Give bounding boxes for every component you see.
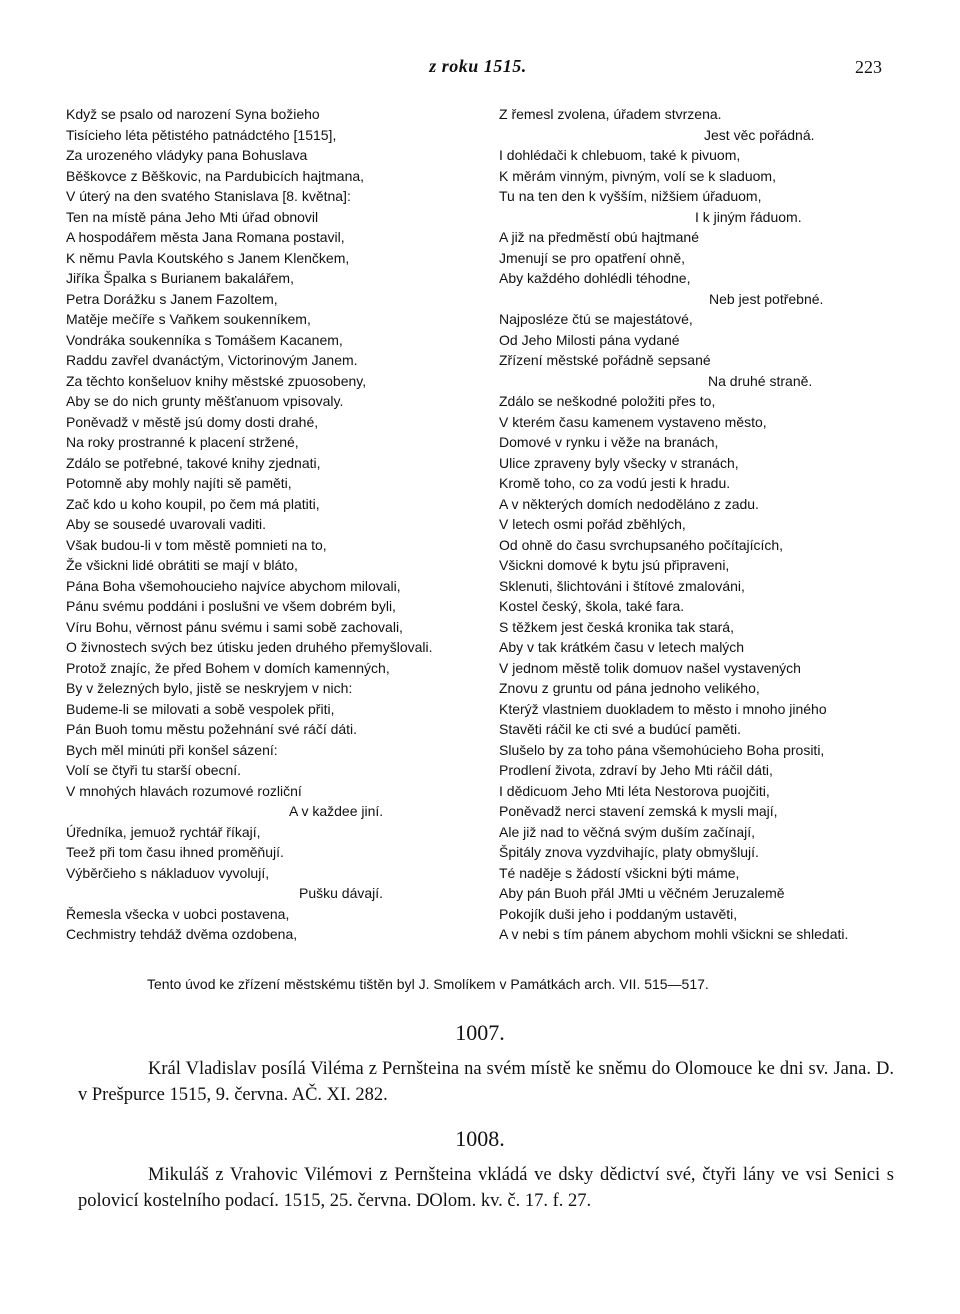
poem-line: Řemesla všecka v uobci postavena, <box>66 905 290 922</box>
poem-line: I k jiným řáduom. <box>695 208 802 225</box>
poem-line: Vondráka soukenníka s Tomášem Kacanem, <box>66 331 343 348</box>
poem-line: I dohlédači k chlebuom, také k pivuom, <box>499 147 741 163</box>
poem-line: Výběrčieho s nákladuov vyvolují, <box>66 864 270 881</box>
poem-line: Pánu svému poddáni i poslušni ve všem dobrém byli, <box>66 598 396 614</box>
poem-line: Za těchto konšeluov knihy městské zpuosobeny, <box>66 372 367 389</box>
poem-line: Na druhé straně. <box>708 372 813 389</box>
poem-line: Pokojík duši jeho i poddaným ustavěti, <box>499 905 738 922</box>
poem-line: Běškovce z Běškovic, na Pardubicích hajtmana, <box>66 167 365 184</box>
poem-line: A hospodářem města Jana Romana postavil, <box>66 229 345 245</box>
poem-line: Zdálo se potřebné, takové knihy zjednati, <box>66 454 321 471</box>
poem-line: Volí se čtyři tu starší obecní. <box>66 762 242 778</box>
poem-line: By v železných bylo, jistě se neskryjem v nich: <box>66 680 353 696</box>
page-number: 223 <box>855 57 882 77</box>
poem-line: Budeme-li se milovati a sobě vespolek přiti, <box>66 700 335 717</box>
poem-line: Potomně aby mohly najíti sě paměti, <box>66 475 292 491</box>
poem-line: Na roky prostranné k placení stržené, <box>66 434 299 450</box>
poem-line: Aby se sousedé uvarovali vaditi. <box>66 516 266 532</box>
poem-line: Od Jeho Milosti pána vydané <box>499 331 680 348</box>
poem-line: S těžkem jest česká kronika tak stará, <box>499 618 734 635</box>
poem-line: Za urozeného vládyky pana Bohuslava <box>66 147 308 163</box>
poem-line: Stavěti ráčil ke cti své a budúcí paměti. <box>499 721 741 737</box>
poem-line: Slušelo by za toho pána všemohúcieho Boha prositi, <box>499 741 825 758</box>
poem-line: Zač kdo u koho koupil, po čem má platiti, <box>66 495 320 512</box>
poem-line: Kterýž vlastniem duokladem to město i mnoho jiného <box>499 700 827 717</box>
entry-number: 1008. <box>455 1126 505 1151</box>
poem-line: Poněvadž nerci stavení zemská k mysli mají, <box>499 803 778 819</box>
poem-line: Úředníka, jemuož rychtář říkají, <box>66 823 261 840</box>
poem-line: O živnostech svých bez útisku jeden druhého přemyšlovali. <box>66 639 433 655</box>
poem-line: Všickni domové k bytu jsú připraveni, <box>499 557 730 573</box>
poem-line: Aby každého dohlédli téhodne, <box>499 270 691 286</box>
poem-line: A v každee jiní. <box>289 803 384 819</box>
poem-line: Špitály znova vyzdvihajíc, platy obmyšlují. <box>499 844 759 860</box>
poem-line: Teež při tom času ihned proměňují. <box>66 844 284 860</box>
poem-line: K měrám vinným, pivným, volí se k sladuom, <box>499 167 776 184</box>
poem-line: Jmenují se pro opatření ohně, <box>499 249 686 266</box>
poem-line: Aby pán Buoh přál JMti u věčném Jeruzalemě <box>499 885 785 901</box>
poem-line: Aby se do nich grunty měšťanuom vpisovaly. <box>66 393 344 409</box>
poem-line: Znovu z gruntu od pána jednoho velikého, <box>499 680 760 696</box>
poem-line: Aby v tak krátkém času v letech malých <box>499 639 745 655</box>
poem-line: A v některých domích nedoděláno z zadu. <box>499 495 759 512</box>
poem-line: Pána Boha všemohoucieho najvíce abychom milovali, <box>66 577 401 594</box>
poem-line: Tu na ten den k vyšším, nižšiem úřaduom, <box>499 188 762 204</box>
poem-line: Pušku dávají. <box>299 885 384 901</box>
poem-line: Tisícieho léta pětistého patnádctého [1515], <box>66 126 337 143</box>
poem-line: Však budou-li v tom městě pomnieti na to, <box>66 536 327 553</box>
poem-line: Raddu zavřel dvanáctým, Victorinovým Janem. <box>66 352 358 368</box>
poem-line: Prodlení života, zdraví by Jeho Mti ráčil dáti, <box>499 762 773 778</box>
poem-line: K němu Pavla Koutského s Janem Klenčkem, <box>66 249 350 266</box>
poem-line: Ten na místě pána Jeho Mti úřad obnovil <box>66 208 319 225</box>
poem-line: Když se psalo od narození Syna božieho <box>66 106 320 122</box>
poem-line: Petra Dorážku s Janem Fazoltem, <box>66 290 278 307</box>
poem-line: Pán Buoh tomu městu požehnání své ráčí dáti. <box>66 721 358 737</box>
poem-line: Domové v rynku i věže na branách, <box>499 434 719 450</box>
poem-line: Jiříka Špalka s Burianem bakalářem, <box>66 270 294 286</box>
poem-line: Jest věc pořádná. <box>704 126 815 143</box>
poem-line: Víru Bohu, věrnost pánu svému i sami sobě zachovali, <box>66 618 403 635</box>
poem-line: Ulice zpraveny byly všecky v stranách, <box>499 454 739 471</box>
poem-line: Cechmistry tehdáž dvěma ozdobena, <box>66 926 298 942</box>
poem-line: V kterém času kamenem vystaveno město, <box>499 413 767 430</box>
source-note: Tento úvod ke zřízení městskému tištěn byl J. Smolíkem v Památkách arch. VII. 515—517. <box>147 976 709 992</box>
poem-line: V jednom městě tolik domuov našel vystavených <box>499 659 801 676</box>
poem-line: Kromě toho, co za vodú jesti k hradu. <box>499 475 731 491</box>
poem-line: Neb jest potřebné. <box>709 290 824 307</box>
running-header-title: z roku 1515. <box>429 56 527 76</box>
poem-line: V mnohých hlavách rozumové rozliční <box>66 782 302 799</box>
poem-line: Že všickni lidé obrátiti se mají v bláto, <box>66 557 298 573</box>
poem-right-column <box>499 104 899 945</box>
poem-line: Té naděje s žádostí všickni býti máme, <box>499 864 740 881</box>
entry-text: Mikuláš z Vrahovic Vilémovi z Pernšteina vkládá ve dsky dědictví své, čtyři lány ve vsi Senici s polovicí kostelního podací. 1515, 25. června. DOlom. kv. č. 17. f. 27. <box>78 1165 894 1211</box>
poem-line: Najposléze čtú se majestátové, <box>499 311 693 327</box>
poem-line: Sklenuti, šlichtováni i štítové zmalováni, <box>499 577 745 594</box>
poem-line: A v nebi s tím pánem abychom mohli všickni se shledati. <box>499 926 849 942</box>
poem-line: Ale již nad to věčná svým duším začínají, <box>499 823 755 840</box>
poem-left-column <box>66 104 486 945</box>
poem-line: A již na předměstí obú hajtmané <box>499 229 700 245</box>
poem-line: Poněvadž v městě jsú domy dosti drahé, <box>66 413 319 430</box>
poem-line: Bych měl minúti při konšel sázení: <box>66 741 278 758</box>
poem-line: V úterý na den svatého Stanislava [8. května]: <box>66 188 351 204</box>
poem-line: Zdálo se neškodné položiti přes to, <box>499 393 716 409</box>
entry-text: Král Vladislav posílá Viléma z Pernšteina na svém místě ke sněmu do Olomouce ke dni sv. Jana. D. v Prešpurce 1515, 9. června. AČ. XI. 282. <box>78 1059 894 1105</box>
poem-line: Matěje mečíře s Vaňkem soukenníkem, <box>66 311 311 327</box>
poem-line: Protož znajíc, že před Bohem v domích kamenných, <box>66 659 390 676</box>
poem-line: V letech osmi pořád zběhlých, <box>499 516 686 532</box>
poem-line: Od ohně do času svrchupsaného počítajících, <box>499 536 784 553</box>
poem-line: Kostel český, škola, také fara. <box>499 598 685 614</box>
poem-line: I dědicuom Jeho Mti léta Nestorova puojčiti, <box>499 782 770 799</box>
poem-line: Z řemesl zvolena, úřadem stvrzena. <box>499 106 722 122</box>
poem-line: Zřízení městské pořádně sepsané <box>499 352 711 368</box>
entry-number: 1007. <box>455 1020 505 1045</box>
